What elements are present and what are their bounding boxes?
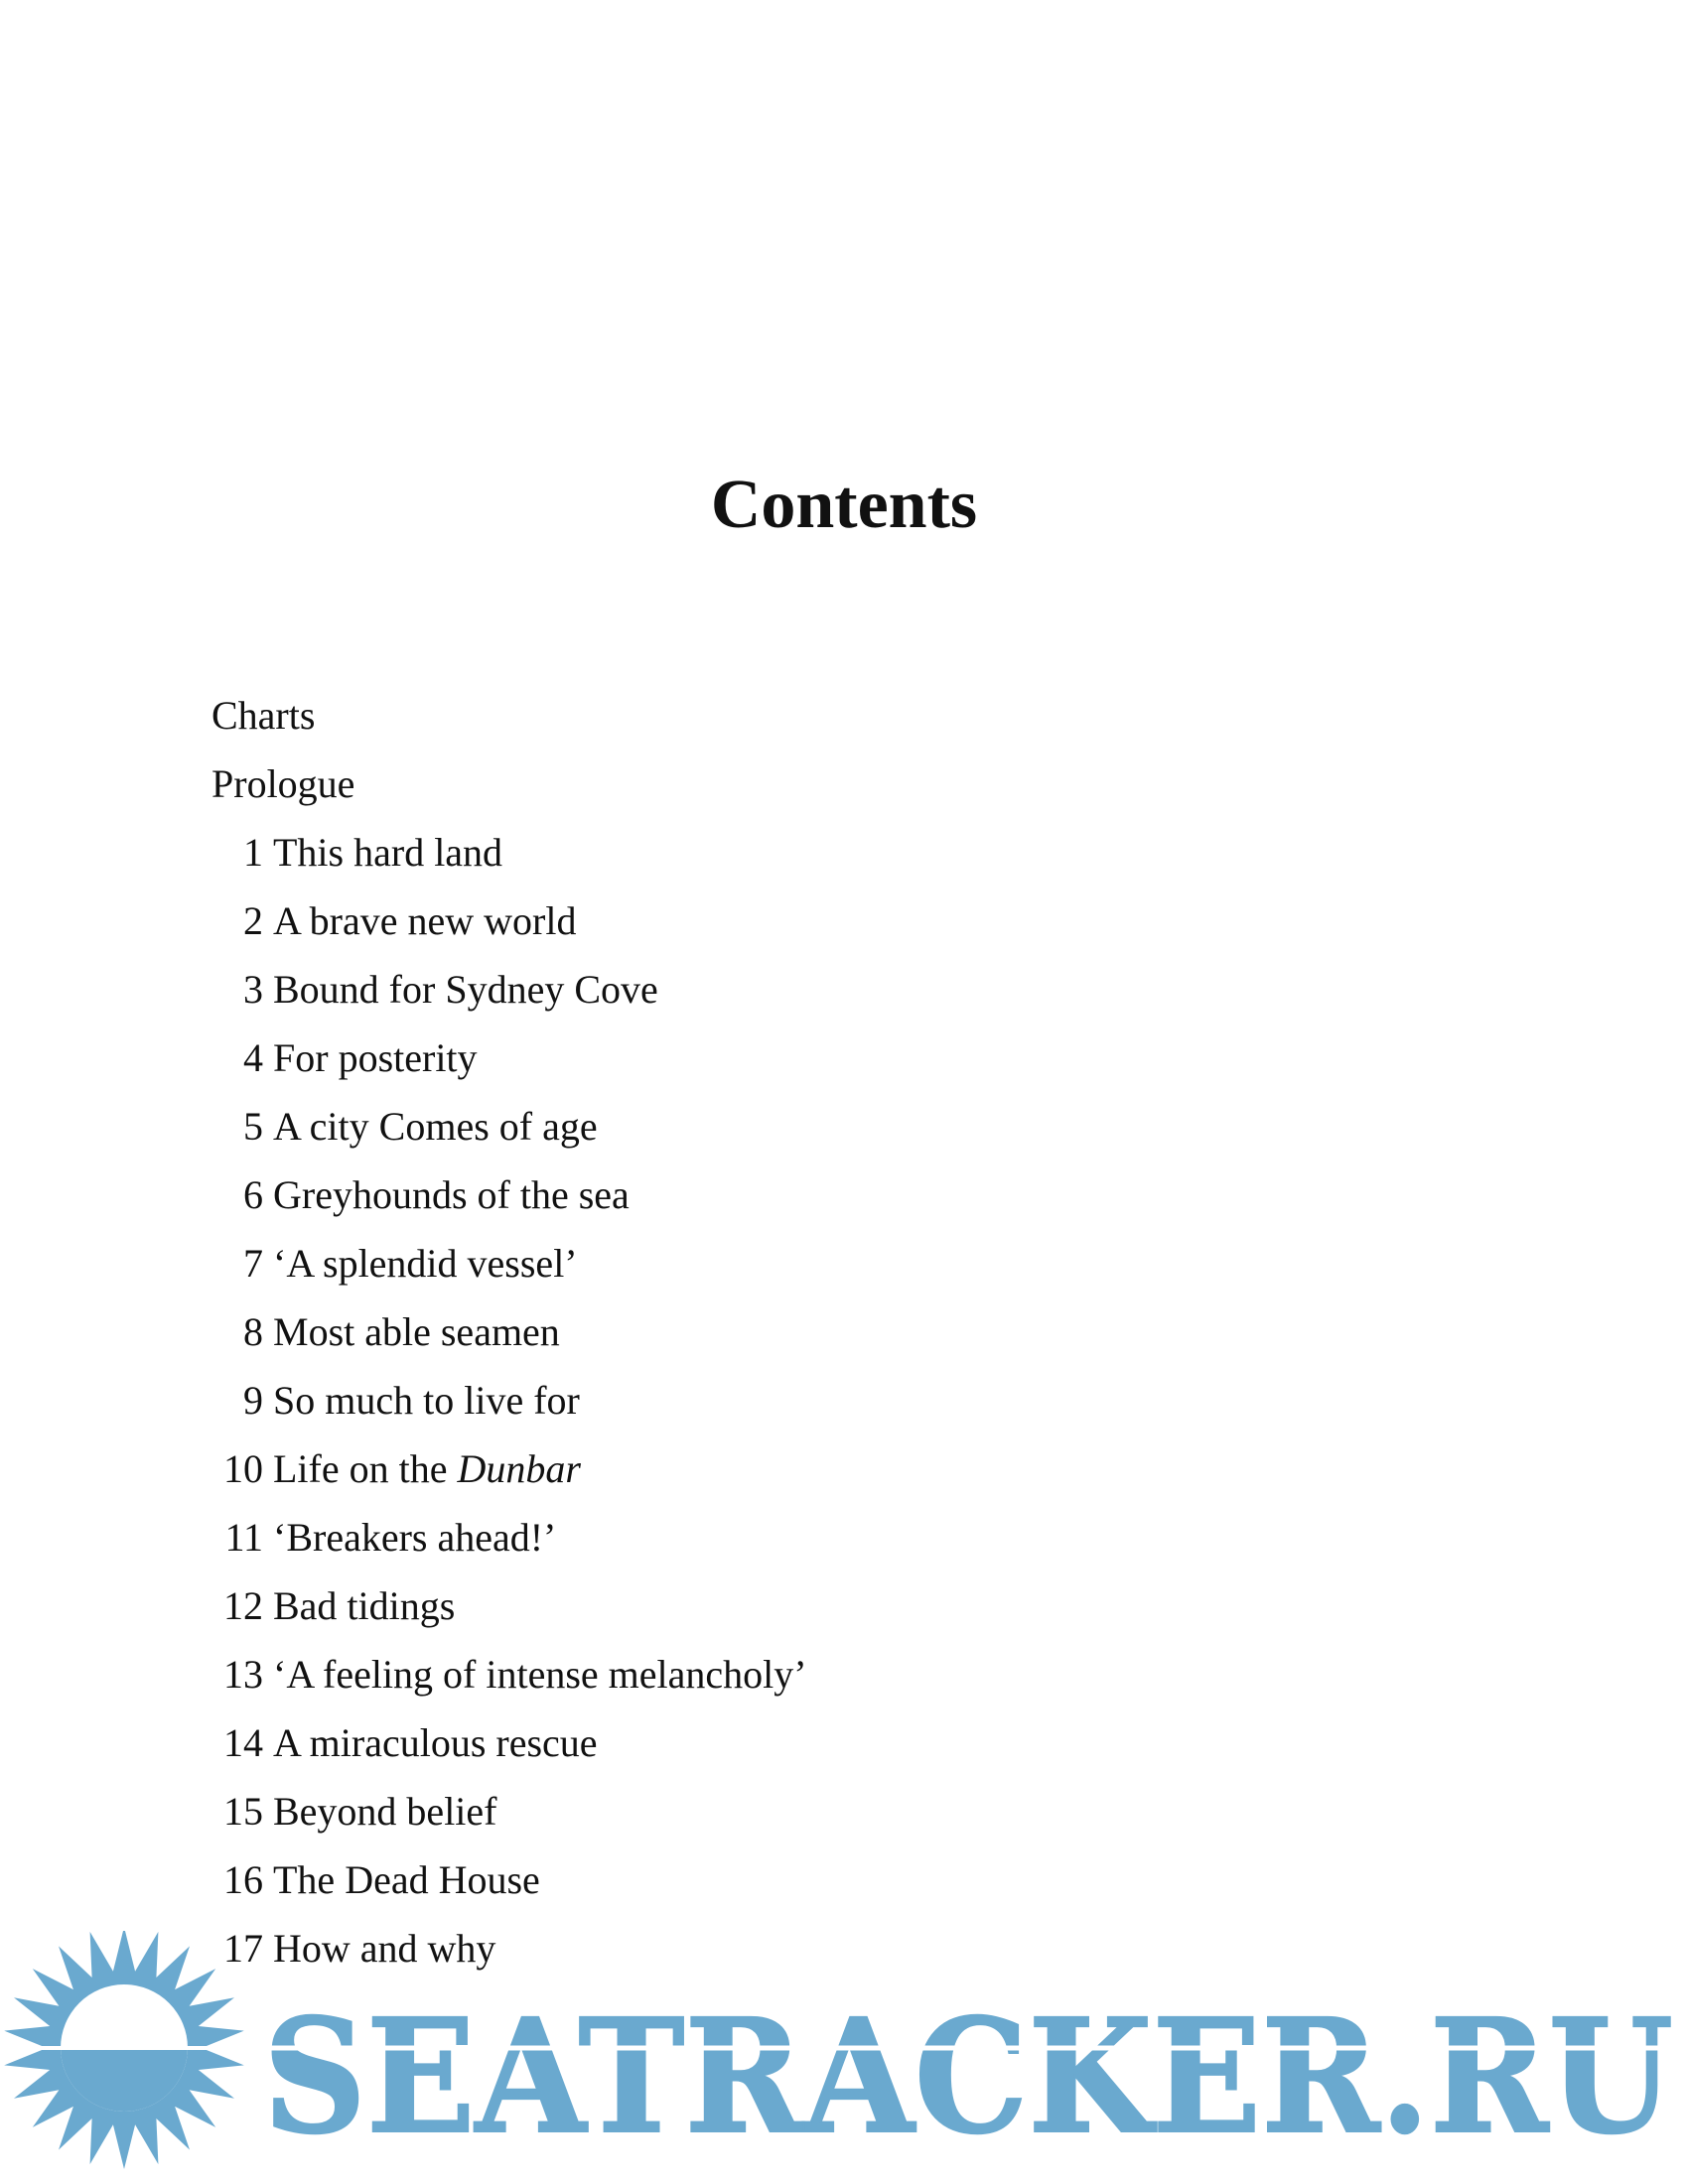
toc-chapter-title bbox=[273, 1510, 556, 1578]
toc-entry bbox=[211, 756, 1304, 825]
toc-chapter-title bbox=[273, 1852, 540, 1921]
toc-chapter-number: 4 bbox=[243, 1035, 263, 1080]
toc-entry bbox=[211, 1715, 1304, 1784]
toc-entry bbox=[211, 1304, 1304, 1373]
toc-chapter-title bbox=[273, 1578, 455, 1647]
toc-entry bbox=[211, 688, 1304, 756]
toc-entry bbox=[211, 1167, 1304, 1236]
toc-chapter-title bbox=[273, 1373, 580, 1441]
toc-title-text: Most able seamen bbox=[273, 1309, 560, 1354]
toc-chapter-title bbox=[273, 1647, 807, 1715]
toc-entry bbox=[211, 1236, 1304, 1304]
toc-title-text: The Dead House bbox=[273, 1857, 540, 1902]
toc-chapter-title bbox=[273, 1236, 578, 1304]
toc-chapter-number: 15 bbox=[223, 1789, 263, 1834]
toc-title-text: ‘A splendid vessel’ bbox=[273, 1241, 578, 1286]
toc-chapter-number: 10 bbox=[223, 1446, 263, 1491]
toc-chapter-title bbox=[273, 1715, 598, 1784]
toc-title-text: How and why bbox=[273, 1926, 496, 1971]
toc-entry bbox=[211, 1373, 1304, 1441]
toc-chapter-title bbox=[273, 1304, 560, 1373]
sun-burst-icon bbox=[4, 1931, 244, 2169]
toc-chapter-title bbox=[273, 1167, 630, 1236]
toc-entry bbox=[211, 1030, 1304, 1099]
toc-title-text: For posterity bbox=[273, 1035, 478, 1080]
toc-title-text: ‘A feeling of intense melancholy’ bbox=[273, 1652, 807, 1697]
toc-title-text: A city Comes of age bbox=[273, 1104, 598, 1149]
toc-chapter-number: 7 bbox=[243, 1241, 263, 1286]
toc-chapter-title bbox=[211, 688, 315, 756]
toc-chapter-number: 13 bbox=[223, 1652, 263, 1697]
toc-title-text: This hard land bbox=[273, 830, 503, 875]
toc-chapter-number: 5 bbox=[243, 1104, 263, 1149]
table-of-contents bbox=[211, 688, 1304, 1989]
toc-chapter-title bbox=[273, 825, 502, 893]
toc-chapter-number: 14 bbox=[223, 1720, 263, 1765]
toc-title-text: So much to live for bbox=[273, 1378, 580, 1423]
toc-chapter-title bbox=[273, 1099, 598, 1167]
toc-title-text: A brave new world bbox=[273, 898, 577, 943]
toc-chapter-number: 8 bbox=[243, 1309, 263, 1354]
toc-title-text: Bound for Sydney Cove bbox=[273, 967, 658, 1012]
toc-title-text: Greyhounds of the sea bbox=[273, 1172, 630, 1217]
toc-entry bbox=[211, 1099, 1304, 1167]
toc-chapter-title bbox=[273, 962, 658, 1030]
toc-chapter-number: 1 bbox=[243, 830, 263, 875]
toc-title-text: ‘Breakers ahead!’ bbox=[273, 1515, 557, 1560]
toc-chapter-number: 2 bbox=[243, 898, 263, 943]
watermark bbox=[0, 1931, 1688, 2184]
toc-entry bbox=[211, 893, 1304, 962]
toc-title-text: Bad tidings bbox=[273, 1583, 456, 1628]
toc-entry bbox=[211, 1852, 1304, 1921]
toc-title-text: Beyond belief bbox=[273, 1789, 497, 1834]
toc-chapter-number: 11 bbox=[224, 1515, 263, 1560]
toc-title-text: Life on the bbox=[273, 1446, 458, 1491]
toc-title-italic: Dunbar bbox=[457, 1446, 581, 1491]
toc-chapter-number: 6 bbox=[243, 1172, 263, 1217]
toc-chapter-title bbox=[273, 893, 576, 962]
watermark-text: SEATRACKER.RU bbox=[263, 1985, 1673, 2169]
toc-chapter-title bbox=[211, 756, 354, 825]
toc-chapter-title bbox=[273, 1441, 581, 1510]
toc-chapter-number: 3 bbox=[243, 967, 263, 1012]
toc-chapter-number: 12 bbox=[223, 1583, 263, 1628]
toc-chapter-title bbox=[273, 1030, 478, 1099]
toc-entry bbox=[211, 1784, 1304, 1852]
toc-title-text: Prologue bbox=[211, 761, 355, 806]
toc-entry bbox=[211, 962, 1304, 1030]
toc-title-text: A miraculous rescue bbox=[273, 1720, 598, 1765]
toc-chapter-number: 9 bbox=[243, 1378, 263, 1423]
toc-entry bbox=[211, 825, 1304, 893]
toc-chapter-title bbox=[273, 1784, 497, 1852]
page-title: Contents bbox=[710, 467, 978, 543]
toc-entry bbox=[211, 1578, 1304, 1647]
toc-chapter-number: 16 bbox=[223, 1857, 263, 1902]
toc-entry bbox=[211, 1441, 1304, 1510]
toc-entry bbox=[211, 1510, 1304, 1578]
toc-chapter-number: 17 bbox=[223, 1926, 263, 1971]
toc-title-text: Charts bbox=[211, 693, 316, 738]
toc-entry bbox=[211, 1647, 1304, 1715]
